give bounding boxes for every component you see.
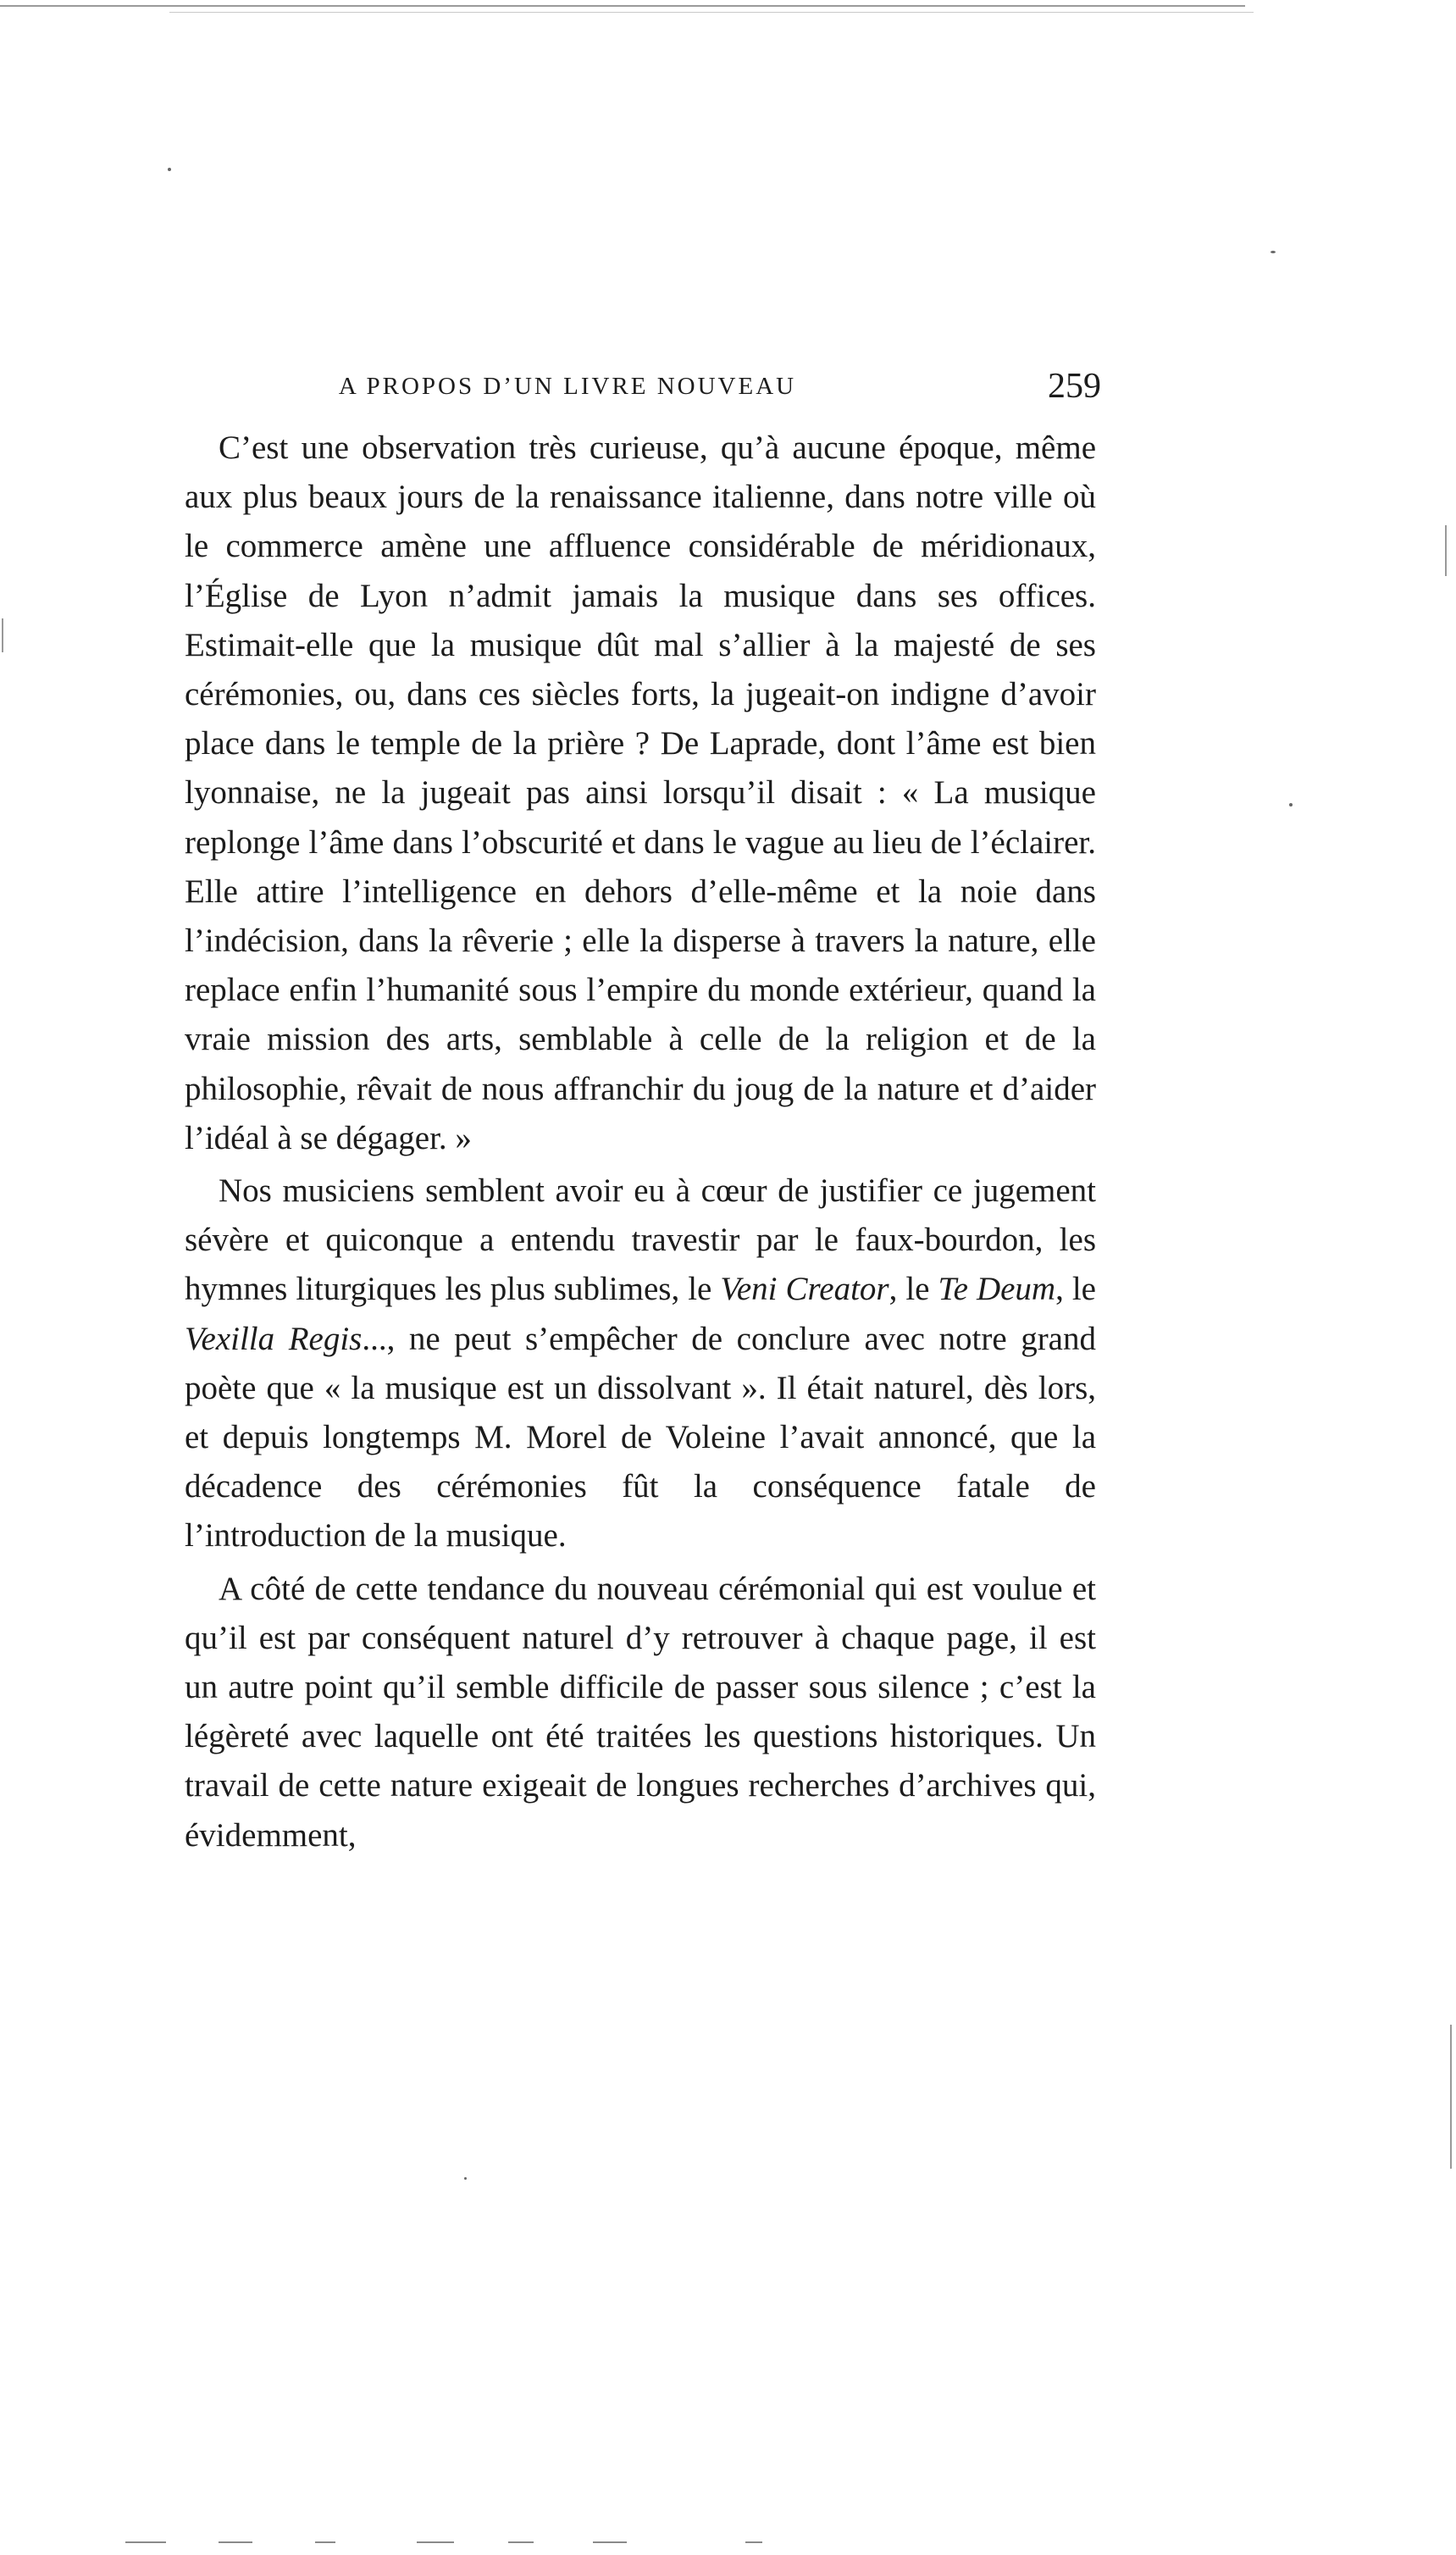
page-number: 259 <box>1048 367 1101 406</box>
paragraph <box>185 1565 1096 1860</box>
body-text <box>185 424 1096 1864</box>
paragraph <box>185 1167 1096 1561</box>
italic-title: Veni Creator <box>720 1271 889 1308</box>
scan-margin-mark <box>1445 525 1447 576</box>
bottom-edge-line <box>508 2541 534 2543</box>
bottom-edge-line <box>417 2541 454 2543</box>
scan-margin-mark <box>2 618 3 652</box>
top-edge-line <box>169 12 1254 13</box>
scan-speck <box>464 2177 467 2180</box>
scan-speck <box>1271 251 1276 253</box>
bottom-edge-line <box>745 2541 762 2543</box>
text-segment: Nos musiciens semblent avoir eu à cœur de justifier ce jugement sévère et quiconque a entendu travestir par le faux-bourdon, les hymnes liturgiques les plus sublimes, le <box>185 1172 1096 1308</box>
bottom-edge-line <box>315 2541 335 2543</box>
text-segment: ..., ne peut s’empêcher de conclure avec notre grand poète que « la musique est un dissolvant ». Il était naturel, dès lors, et depuis longtemps M. Morel de Voleine l’avait annoncé, que la décadence des cérémonies fût la conséquence fatale de l’introduction de la musique. <box>185 1320 1096 1555</box>
text-segment: , le <box>889 1271 938 1308</box>
italic-title: Te Deum <box>938 1271 1056 1308</box>
running-title: A PROPOS D’UN LIVRE NOUVEAU <box>338 373 797 400</box>
text-segment: A côté de cette tendance du nouveau cérémonial qui est voulue et qu’il est par conséquent naturel d’y retrouver à chaque page, il est un autre point qu’il semble difficile de passer sous silence ; c’est la légèreté avec laquelle ont été traitées les questions historiques. Un travail de cette nature exigeait de longues recherches d’archives qui, évidemment, <box>185 1570 1096 1854</box>
text-segment: , le <box>1055 1271 1096 1308</box>
paragraph <box>185 424 1096 1163</box>
bottom-edge-line <box>593 2541 627 2543</box>
text-segment: C’est une observation très curieuse, qu’à aucune époque, même aux plus beaux jours de la renaissance italienne, dans notre ville où le commerce amène une affluence considérable de méridionaux, l’Église de Lyon n’admit jamais la musique dans ses offices. Estimait-elle que la musique dût mal s’allier à la majesté de ses cérémonies, ou, dans ces siècles forts, la jugeait-on indigne d’avoir place dans le temple de la prière ? De Laprade, dont l’âme est bien lyonnaise, ne la jugeait pas ainsi lorsqu’il disait : « La musique replonge l’âme dans l’obscurité et dans le vague au lieu de l’éclairer. Elle attire l’intelligence en dehors d’elle-même et la noie dans l’indécision, dans la rêverie ; elle la disperse à travers la nature, elle replace enfin l’humanité sous l’empire du monde extérieur, quand la vraie mission des arts, semblable à celle de la religion et de la philosophie, rêvait de nous affranchir du joug de la nature et d’aider l’idéal à se dégager. » <box>185 430 1096 1156</box>
bottom-edge-line <box>219 2541 252 2543</box>
bottom-edge-line <box>125 2541 166 2543</box>
scan-speck <box>168 168 171 171</box>
scan-speck <box>1289 803 1293 806</box>
top-edge-line <box>0 5 1245 7</box>
scan-margin-mark <box>1450 2025 1452 2169</box>
running-head <box>186 363 1101 413</box>
italic-title: Vexilla Regis <box>185 1320 363 1357</box>
